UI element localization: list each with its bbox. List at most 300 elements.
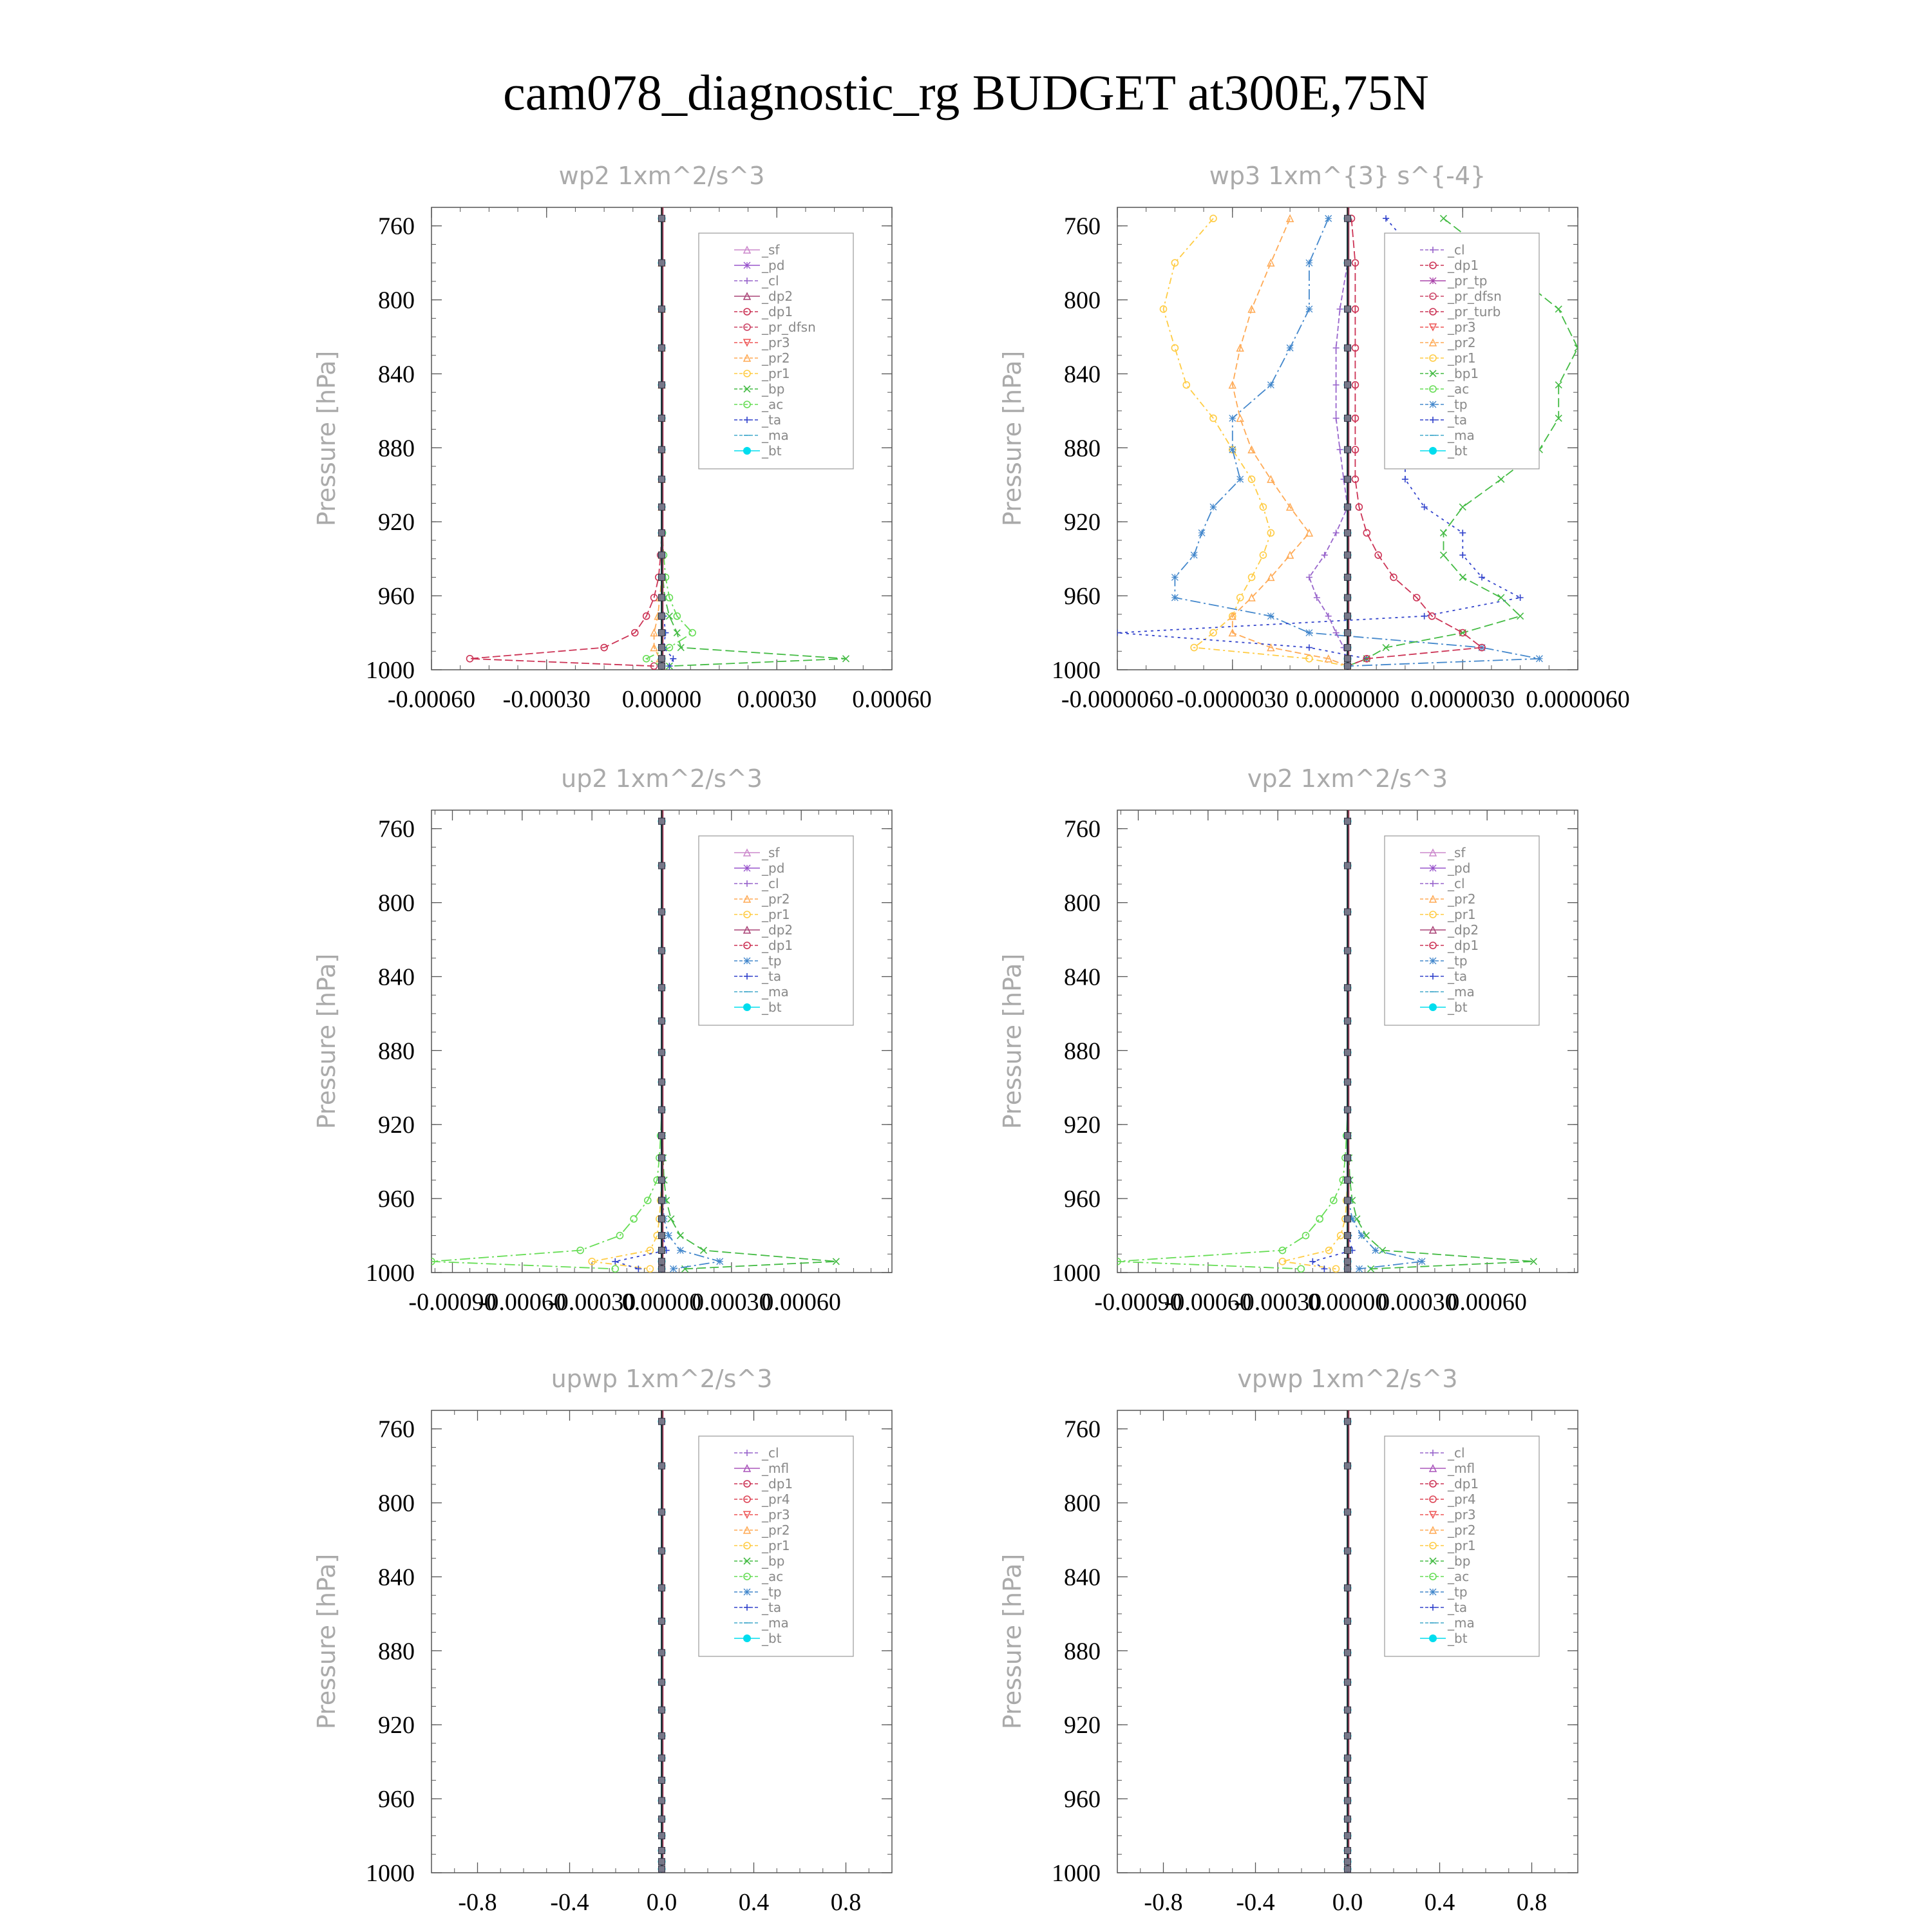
data-point [1333, 382, 1340, 388]
zero-profile-marker [659, 574, 665, 580]
data-point [1372, 1247, 1379, 1254]
data-point [1306, 260, 1312, 266]
panel-title: vpwp 1xm^2/s^3 [1237, 1365, 1458, 1393]
zero-profile-marker [1345, 415, 1351, 421]
data-point [1114, 630, 1121, 636]
zero-profile-marker [1345, 985, 1351, 991]
legend-label: _pr3 [762, 1507, 790, 1522]
legend-label: _mfl [1448, 1461, 1475, 1476]
zero-profile-marker [659, 645, 665, 651]
zero-profile-marker [1345, 818, 1351, 824]
panel-title: up2 1xm^2/s^3 [561, 764, 762, 793]
data-point [1314, 594, 1320, 601]
panel-title: wp3 1xm^{3} s^{-4} [1209, 162, 1486, 190]
y-tick-label: 760 [1064, 1416, 1101, 1443]
y-tick-label: 760 [378, 213, 415, 240]
data-point [665, 1233, 672, 1239]
panels-container [312, 162, 1630, 1916]
x-tick-label: -0.00060 [1164, 1289, 1252, 1316]
zero-profile-marker [659, 1155, 665, 1161]
zero-profile-marker [659, 476, 665, 482]
legend-label: _pr2 [762, 891, 790, 907]
legend-label: _pr_dfsn [1448, 289, 1502, 304]
x-tick-label: 0.0000060 [1526, 686, 1630, 713]
y-tick-label: 880 [378, 1037, 415, 1065]
legend [699, 233, 853, 469]
zero-profile-marker [1345, 382, 1351, 388]
panel-title: upwp 1xm^2/s^3 [551, 1365, 773, 1393]
zero-profile-marker [659, 504, 665, 510]
legend-label: _pr1 [1448, 350, 1476, 366]
legend-label: _pr2 [1448, 335, 1476, 350]
data-point [1267, 476, 1274, 482]
legend-label: _cl [1448, 876, 1465, 891]
data-point [1210, 504, 1217, 510]
data-point [1229, 446, 1236, 453]
series-pr2 [1229, 215, 1351, 669]
data-point [1337, 306, 1343, 312]
y-tick-label: 960 [1064, 1186, 1101, 1213]
legend-label: _pr1 [1448, 1538, 1476, 1553]
data-point [1440, 215, 1446, 222]
zero-profile-marker [659, 1233, 665, 1239]
y-tick-label: 880 [1064, 1037, 1101, 1065]
legend-label: _pr2 [1448, 1522, 1476, 1538]
legend-swatch-marker [744, 865, 750, 871]
zero-profile-marker [659, 862, 665, 869]
zero-profile-marker [1345, 862, 1351, 869]
data-point [612, 1258, 618, 1265]
data-point [1306, 306, 1312, 312]
data-point [1309, 1258, 1316, 1265]
data-point [677, 1247, 683, 1254]
zero-profile-marker [659, 1265, 665, 1272]
x-tick-label: -0.8 [1144, 1889, 1183, 1916]
zero-profile-marker [659, 1106, 665, 1113]
x-tick-label: 0.4 [1424, 1889, 1455, 1916]
data-point [1171, 594, 1178, 601]
data-point [1517, 613, 1524, 620]
data-point [1536, 656, 1542, 662]
zero-profile-marker [659, 1833, 665, 1839]
data-point [1333, 529, 1340, 536]
data-point [1555, 306, 1562, 312]
data-point [1229, 415, 1236, 421]
legend-label: _bp [762, 381, 785, 397]
zero-profile-marker [1345, 1859, 1351, 1865]
data-point [670, 1265, 677, 1272]
zero-profile-marker [659, 656, 665, 662]
legend [1385, 1436, 1539, 1656]
y-axis-label: Pressure [hPa] [312, 350, 341, 527]
x-tick-label: 0.00030 [1378, 1289, 1457, 1316]
zero-profile-marker [1345, 594, 1351, 601]
zero-profile-marker [1345, 1732, 1351, 1739]
data-point [1459, 504, 1466, 510]
chart-panel-3 [312, 764, 892, 1316]
y-tick-label: 840 [1064, 1564, 1101, 1591]
zero-profile-marker [659, 1018, 665, 1024]
zero-profile-marker [659, 1132, 665, 1139]
series-line [1164, 218, 1348, 666]
zero-profile-marker [659, 1797, 665, 1804]
legend-label: _bt [762, 999, 782, 1015]
series-line [1117, 821, 1348, 1269]
data-point [1237, 476, 1244, 482]
zero-profile-marker [1345, 1258, 1351, 1265]
x-tick-label: -0.00030 [548, 1289, 636, 1316]
zero-profile-marker [1345, 552, 1351, 558]
zero-profile-marker [1345, 574, 1351, 580]
zero-profile-marker [659, 1177, 665, 1183]
x-tick-label: 0.00060 [1447, 1289, 1527, 1316]
zero-profile-marker [1345, 1197, 1351, 1204]
zero-profile-marker [659, 1816, 665, 1823]
y-tick-label: 880 [1064, 1638, 1101, 1665]
data-point [1325, 613, 1332, 620]
x-tick-label: 0.00030 [737, 686, 817, 713]
legend-label: _ma [762, 428, 789, 443]
zero-profile-marker [659, 1509, 665, 1515]
x-tick-label: -0.4 [550, 1889, 589, 1916]
zero-profile-marker [659, 1777, 665, 1783]
x-tick-label: 0.00060 [761, 1289, 841, 1316]
legend-label: _tp [762, 953, 782, 969]
y-tick-label: 760 [1064, 213, 1101, 240]
data-point [1198, 529, 1205, 536]
zero-profile-marker [659, 985, 665, 991]
x-tick-label: 0.0 [1332, 1889, 1363, 1916]
zero-profile-marker [1345, 1649, 1351, 1656]
zero-profile-marker [1345, 663, 1351, 669]
zero-profile-marker [659, 1618, 665, 1624]
legend-label: _ma [1448, 984, 1475, 999]
legend-label: _dp2 [762, 922, 793, 938]
legend-label: _pr3 [1448, 319, 1476, 335]
y-tick-label: 800 [1064, 1490, 1101, 1517]
series-line [647, 218, 692, 666]
zero-profile-marker [1345, 1155, 1351, 1161]
data-point [1325, 215, 1332, 222]
series-ac [1114, 818, 1351, 1272]
y-tick-label: 1000 [1052, 1260, 1101, 1287]
zero-profile-marker [1345, 1816, 1351, 1823]
legend-label: _pd [1448, 860, 1471, 876]
zero-profile-marker [659, 909, 665, 915]
zero-profile-marker [659, 1679, 665, 1685]
data-point [1183, 382, 1189, 388]
zero-profile-marker [659, 415, 665, 421]
y-tick-label: 800 [1064, 287, 1101, 314]
zero-profile-marker [1345, 630, 1351, 636]
data-point [1306, 630, 1312, 636]
legend [699, 1436, 853, 1656]
series-line [431, 821, 662, 1269]
legend-label: _ta [762, 1600, 782, 1615]
legend-label: _ma [1448, 428, 1475, 443]
data-point [677, 1233, 683, 1239]
zero-profile-marker [1345, 1848, 1351, 1854]
zero-profile-marker [659, 947, 665, 954]
zero-profile-marker [1345, 1418, 1351, 1425]
legend-label: _dp1 [762, 1476, 793, 1492]
data-point [1459, 574, 1466, 580]
data-point [1440, 552, 1446, 558]
data-point [647, 1265, 653, 1272]
data-point [1459, 552, 1466, 558]
y-tick-label: 880 [378, 435, 415, 462]
legend-label: _ac [762, 397, 784, 412]
legend-swatch-marker [1430, 1589, 1436, 1595]
legend-label: _ac [1448, 381, 1470, 397]
series-cl [1306, 215, 1351, 669]
data-point [1333, 415, 1340, 421]
legend-label: _pr4 [1448, 1492, 1476, 1507]
data-point [1498, 476, 1504, 482]
legend-label: _pr3 [1448, 1507, 1476, 1522]
legend-label: _cl [762, 1445, 779, 1461]
x-tick-label: 0.8 [1516, 1889, 1548, 1916]
legend-swatch-marker [1430, 401, 1436, 408]
y-tick-label: 920 [378, 1712, 415, 1739]
legend-label: _cl [762, 273, 779, 289]
legend-label: _pr1 [762, 366, 790, 381]
chart-main-title: cam078_diagnostic_rg BUDGET at300E,75N [503, 64, 1429, 120]
legend-label: _bp [762, 1553, 785, 1569]
legend-label: _bt [1448, 999, 1468, 1015]
y-axis-label: Pressure [hPa] [998, 350, 1027, 527]
y-tick-label: 880 [1064, 435, 1101, 462]
zero-profile-marker [659, 818, 665, 824]
legend-label: _ma [1448, 1615, 1475, 1631]
zero-profile-marker [1345, 1049, 1351, 1056]
zero-profile-marker [659, 446, 665, 453]
data-point [701, 1247, 707, 1254]
data-point [1316, 1216, 1323, 1222]
x-tick-label: 0.00000 [621, 1289, 702, 1316]
legend-label: _pr2 [762, 1522, 790, 1538]
zero-profile-marker [1345, 1548, 1351, 1554]
legend-label: _pd [762, 258, 785, 273]
data-point [1363, 529, 1370, 536]
y-tick-label: 840 [1064, 963, 1101, 991]
zero-profile-marker [1345, 1463, 1351, 1469]
legend-label: _bp [1448, 1553, 1471, 1569]
data-point [1358, 1233, 1365, 1239]
legend [699, 836, 853, 1025]
zero-profile-marker [659, 1216, 665, 1222]
series-line [470, 218, 662, 666]
zero-profile-marker [1345, 1755, 1351, 1761]
legend-label: _dp1 [762, 304, 793, 319]
legend-label: _bt [1448, 443, 1468, 459]
legend-label: _pr1 [762, 1538, 790, 1553]
zero-profile-marker [659, 345, 665, 351]
zero-profile-marker [659, 1866, 665, 1872]
chart-panel-2 [998, 162, 1630, 713]
zero-profile-marker [1345, 446, 1351, 453]
x-tick-label: 0.00000 [1307, 1289, 1388, 1316]
legend-label: _pr_dfsn [762, 319, 816, 335]
y-tick-label: 960 [1064, 1786, 1101, 1814]
x-tick-label: -0.00060 [478, 1289, 566, 1316]
x-tick-label: 0.4 [738, 1889, 770, 1916]
y-tick-label: 920 [378, 1112, 415, 1139]
zero-profile-marker [1345, 215, 1351, 222]
x-tick-label: -0.00090 [408, 1289, 497, 1316]
y-axis-label: Pressure [hPa] [312, 953, 341, 1130]
y-tick-label: 800 [378, 889, 415, 917]
series-dp1 [467, 215, 665, 669]
data-point [1191, 552, 1197, 558]
zero-profile-marker [1345, 345, 1351, 351]
y-tick-label: 960 [378, 1786, 415, 1814]
y-tick-label: 1000 [366, 1860, 415, 1887]
zero-profile-marker [1345, 1509, 1351, 1515]
data-point [1383, 215, 1389, 222]
zero-profile-marker [1345, 1797, 1351, 1804]
zero-profile-marker [659, 1585, 665, 1591]
panel-title: wp2 1xm^2/s^3 [558, 162, 765, 190]
y-tick-label: 800 [1064, 889, 1101, 917]
zero-profile-marker [1345, 306, 1351, 312]
legend-label: _ta [762, 969, 782, 984]
zero-profile-marker [1345, 909, 1351, 915]
series-ac [643, 215, 696, 669]
zero-profile-marker [659, 1859, 665, 1865]
legend-label: _ta [1448, 1600, 1468, 1615]
y-tick-label: 760 [378, 1416, 415, 1443]
zero-profile-marker [659, 613, 665, 620]
legend-label: _pr1 [1448, 907, 1476, 922]
panel-title: vp2 1xm^2/s^3 [1247, 764, 1448, 793]
y-tick-label: 880 [378, 1638, 415, 1665]
zero-profile-marker [659, 1463, 665, 1469]
y-tick-label: 840 [1064, 361, 1101, 388]
legend-label: _dp1 [1448, 258, 1479, 273]
data-point [717, 1258, 723, 1265]
zero-profile-marker [1345, 1132, 1351, 1139]
data-point [666, 613, 672, 620]
zero-profile-marker [659, 1418, 665, 1425]
legend-label: _ma [762, 984, 789, 999]
zero-profile-marker [659, 552, 665, 558]
series-pr1 [1279, 818, 1350, 1272]
plot-data [658, 1410, 666, 1873]
legend-label: _dp1 [1448, 938, 1479, 953]
y-axis-label: Pressure [hPa] [312, 1553, 341, 1730]
data-point [1498, 594, 1504, 601]
data-point [1237, 594, 1244, 601]
data-point [1459, 529, 1466, 536]
zero-profile-marker [1345, 1106, 1351, 1113]
zero-profile-marker [659, 1258, 665, 1265]
x-tick-label: -0.00060 [387, 686, 476, 713]
data-point [1237, 415, 1244, 421]
data-point [668, 1216, 674, 1222]
x-tick-label: 0.0000000 [1295, 686, 1400, 713]
legend-label: _ta [1448, 969, 1468, 984]
legend-label: _sf [1448, 845, 1466, 860]
y-tick-label: 920 [1064, 509, 1101, 536]
x-tick-label: 0.00000 [621, 686, 702, 713]
legend-swatch-marker [1430, 958, 1436, 964]
legend-swatch-marker [743, 1634, 751, 1642]
data-point [1356, 1265, 1363, 1272]
zero-profile-marker [1345, 1585, 1351, 1591]
series-ac [428, 818, 665, 1272]
zero-profile-marker [1345, 260, 1351, 266]
x-tick-label: 0.00030 [692, 1289, 772, 1316]
legend-label: _dp1 [1448, 1476, 1479, 1492]
zero-profile-marker [1345, 1216, 1351, 1222]
y-tick-label: 840 [378, 361, 415, 388]
legend-label: _ac [1448, 1569, 1470, 1584]
zero-profile-marker [1345, 1866, 1351, 1872]
zero-profile-marker [1345, 656, 1351, 662]
data-point [1421, 613, 1428, 620]
zero-profile-marker [1345, 1777, 1351, 1783]
zero-profile-marker [1345, 476, 1351, 482]
zero-profile-marker [659, 663, 665, 669]
zero-profile-marker [1345, 1247, 1351, 1254]
data-point [630, 1216, 637, 1222]
zero-profile-marker [1345, 613, 1351, 620]
zero-profile-marker [1345, 1679, 1351, 1685]
zero-profile-marker [1345, 1707, 1351, 1713]
zero-profile-marker [659, 1548, 665, 1554]
data-point [1479, 574, 1485, 580]
y-tick-label: 920 [1064, 1712, 1101, 1739]
data-point [670, 656, 676, 662]
legend-label: _ac [762, 1569, 784, 1584]
legend-swatch-marker [743, 447, 751, 455]
legend-label: _sf [762, 242, 780, 258]
y-axis-label: Pressure [hPa] [998, 953, 1027, 1130]
legend-label: _pr3 [762, 335, 790, 350]
series-line [1282, 821, 1347, 1269]
legend-swatch-marker [1429, 447, 1437, 455]
x-tick-label: 0.00060 [852, 686, 932, 713]
series-line [1309, 218, 1348, 666]
legend-swatch-marker [744, 958, 750, 964]
legend-label: _ta [762, 412, 782, 428]
zero-profile-marker [1345, 947, 1351, 954]
y-tick-label: 1000 [1052, 657, 1101, 684]
zero-profile-marker [659, 260, 665, 266]
data-point [1171, 574, 1178, 580]
y-tick-label: 760 [378, 815, 415, 843]
legend-label: _tp [1448, 397, 1468, 412]
legend-label: _ta [1448, 412, 1468, 428]
zero-profile-marker [659, 630, 665, 636]
legend-swatch-marker [1430, 278, 1436, 284]
zero-profile-marker [659, 1649, 665, 1656]
data-point [1171, 345, 1178, 351]
legend-swatch-marker [1429, 1634, 1437, 1642]
zero-profile-marker [1345, 1018, 1351, 1024]
legend [1385, 836, 1539, 1025]
zero-profile-marker [1345, 1079, 1351, 1085]
plot-data [1344, 1410, 1352, 1873]
x-tick-label: -0.00090 [1094, 1289, 1182, 1316]
zero-profile-marker [1345, 504, 1351, 510]
zero-profile-marker [1345, 1233, 1351, 1239]
legend-label: _cl [762, 876, 779, 891]
y-tick-label: 800 [378, 1490, 415, 1517]
zero-profile-marker [659, 1049, 665, 1056]
y-tick-label: 840 [378, 1564, 415, 1591]
